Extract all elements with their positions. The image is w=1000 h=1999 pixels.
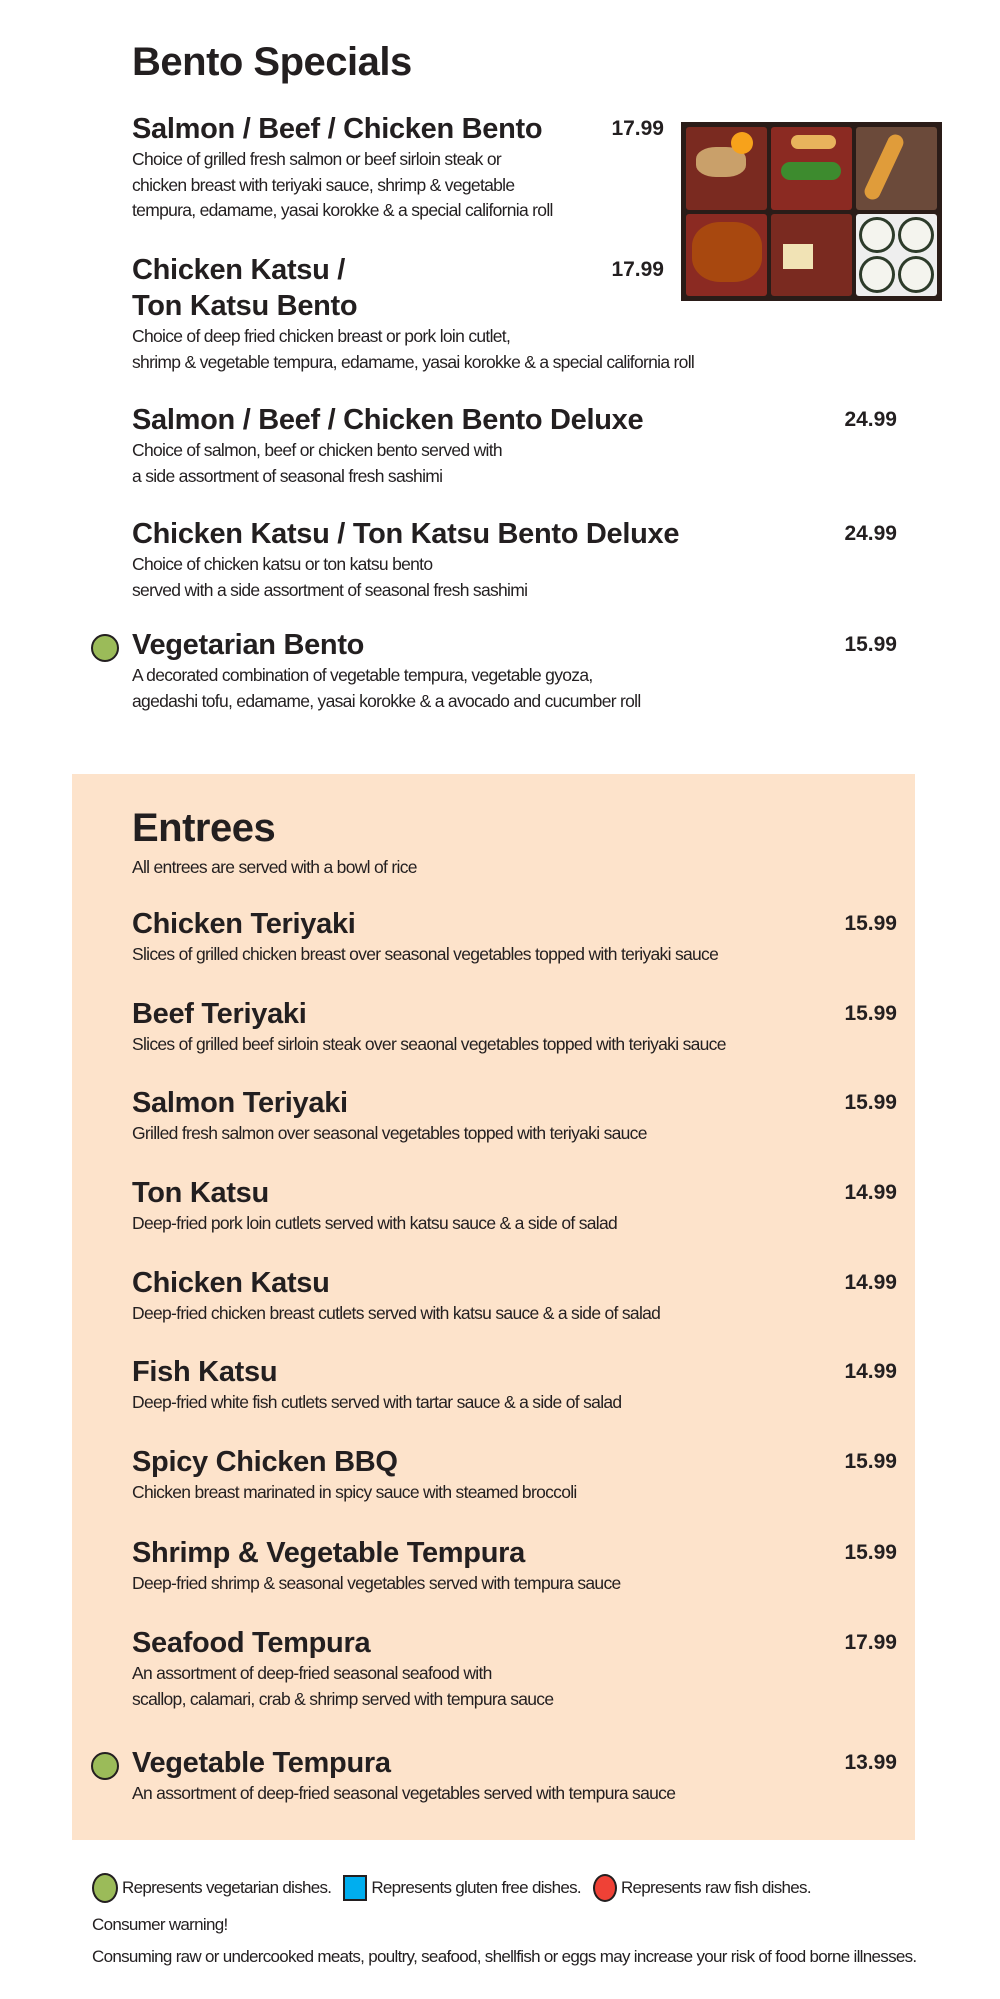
item-price: 14.99 (844, 1271, 897, 1294)
consumer-warning-title: Consumer warning! (92, 1915, 228, 1934)
menu-item (132, 1177, 897, 1237)
item-name: Fish Katsu (132, 1356, 278, 1388)
item-desc: Deep-fried white fish cutlets served with tartar sauce & a side of salad (132, 1392, 622, 1412)
item-desc: agedashi tofu, edamame, yasai korokke & a avocado and cucumber roll (132, 690, 641, 711)
item-name: Chicken Katsu / (132, 254, 346, 286)
item-name: Seafood Tempura (132, 1627, 371, 1659)
item-desc: A decorated combination of vegetable tempura, vegetable gyoza, (132, 665, 593, 685)
item-desc: Slices of grilled chicken breast over seasonal vegetables topped with teriyaki sauce (132, 944, 719, 964)
item-price: 15.99 (844, 1450, 897, 1473)
menu-item (132, 254, 695, 375)
menu-item (132, 518, 897, 603)
menu-item (132, 1537, 897, 1597)
menu-item (132, 1446, 897, 1506)
menu-item (132, 1747, 897, 1807)
item-price: 17.99 (611, 258, 664, 281)
bento-specials-title: Bento Specials (132, 40, 412, 84)
item-price: 15.99 (844, 633, 897, 656)
legend (92, 1873, 811, 1903)
item-desc: Choice of chicken katsu or ton katsu bento (132, 554, 433, 574)
menu-item (132, 1356, 897, 1416)
menu-item (132, 1627, 897, 1712)
item-price: 17.99 (844, 1631, 897, 1654)
consumer-warning-text: Consuming raw or undercooked meats, poultry, seafood, shellfish or eggs may increase your risk of food borne illnesses. (92, 1947, 917, 1966)
menu-item (132, 629, 897, 714)
legend-raw-fish: Represents raw fish dishes. (620, 1878, 811, 1897)
gluten-free-icon (343, 1875, 367, 1901)
item-price: 14.99 (844, 1181, 897, 1204)
item-desc: Deep-fried shrimp & seasonal vegetables served with tempura sauce (132, 1573, 621, 1593)
item-desc: a side assortment of seasonal fresh sashimi (132, 465, 443, 486)
item-name: Ton Katsu (132, 1177, 269, 1209)
item-desc: Choice of salmon, beef or chicken bento served with (132, 440, 502, 460)
item-name: Salmon / Beef / Chicken Bento Deluxe (132, 404, 644, 436)
item-desc: shrimp & vegetable tempura, edamame, yasai korokke & a special california roll (132, 351, 695, 372)
bento-photo (681, 122, 942, 301)
item-name: Vegetable Tempura (132, 1747, 391, 1779)
vegetarian-icon (91, 1752, 119, 1780)
item-desc: Slices of grilled beef sirloin steak over seaonal vegetables topped with teriyaki sauce (132, 1034, 726, 1054)
menu-item (132, 113, 664, 224)
entrees-title: Entrees (132, 806, 276, 850)
menu-item (132, 908, 897, 968)
item-name: Spicy Chicken BBQ (132, 1446, 398, 1478)
menu-item (132, 998, 897, 1058)
item-desc: Grilled fresh salmon over seasonal vegetables topped with teriyaki sauce (132, 1123, 647, 1143)
item-price: 13.99 (844, 1751, 897, 1774)
item-name: Shrimp & Vegetable Tempura (132, 1537, 525, 1569)
item-desc: Chicken breast marinated in spicy sauce with steamed broccoli (132, 1482, 577, 1502)
item-price: 14.99 (844, 1360, 897, 1383)
item-name: Chicken Katsu (132, 1267, 330, 1299)
item-name: Ton Katsu Bento (132, 290, 358, 322)
entrees-subtitle: All entrees are served with a bowl of rice (132, 857, 417, 877)
item-desc: served with a side assortment of seasonal fresh sashimi (132, 579, 528, 600)
menu-item (132, 1267, 897, 1327)
item-desc: chicken breast with teriyaki sauce, shrimp & vegetable (132, 174, 515, 195)
item-desc: tempura, edamame, yasai korokke & a special california roll (132, 200, 553, 220)
item-name: Salmon Teriyaki (132, 1087, 348, 1119)
item-price: 24.99 (844, 408, 897, 431)
item-name: Salmon / Beef / Chicken Bento (132, 113, 543, 145)
raw-fish-icon (593, 1874, 617, 1902)
menu-item (132, 404, 897, 489)
item-name: Chicken Teriyaki (132, 908, 356, 940)
item-desc: Choice of deep fried chicken breast or pork loin cutlet, (132, 326, 511, 346)
item-name: Vegetarian Bento (132, 629, 365, 661)
legend-vegetarian: Represents vegetarian dishes. (122, 1878, 332, 1897)
item-desc: scallop, calamari, crab & shrimp served with tempura sauce (132, 1688, 554, 1709)
item-price: 15.99 (844, 1002, 897, 1025)
item-price: 15.99 (844, 1091, 897, 1114)
item-desc: Deep-fried pork loin cutlets served with katsu sauce & a side of salad (132, 1213, 618, 1233)
legend-gluten-free: Represents gluten free dishes. (371, 1878, 581, 1897)
menu-item (132, 1087, 897, 1147)
item-desc: Deep-fried chicken breast cutlets served with katsu sauce & a side of salad (132, 1303, 661, 1323)
item-name: Beef Teriyaki (132, 998, 307, 1030)
vegetarian-icon (92, 1873, 118, 1903)
item-price: 17.99 (611, 117, 664, 140)
item-name: Chicken Katsu / Ton Katsu Bento Deluxe (132, 518, 680, 550)
item-price: 15.99 (844, 1541, 897, 1564)
vegetarian-icon (91, 634, 119, 662)
item-desc: An assortment of deep-fried seasonal vegetables served with tempura sauce (132, 1783, 676, 1803)
item-desc: An assortment of deep-fried seasonal seafood with (132, 1663, 492, 1683)
item-desc: Choice of grilled fresh salmon or beef sirloin steak or (132, 149, 502, 169)
item-price: 24.99 (844, 522, 897, 545)
item-price: 15.99 (844, 912, 897, 935)
